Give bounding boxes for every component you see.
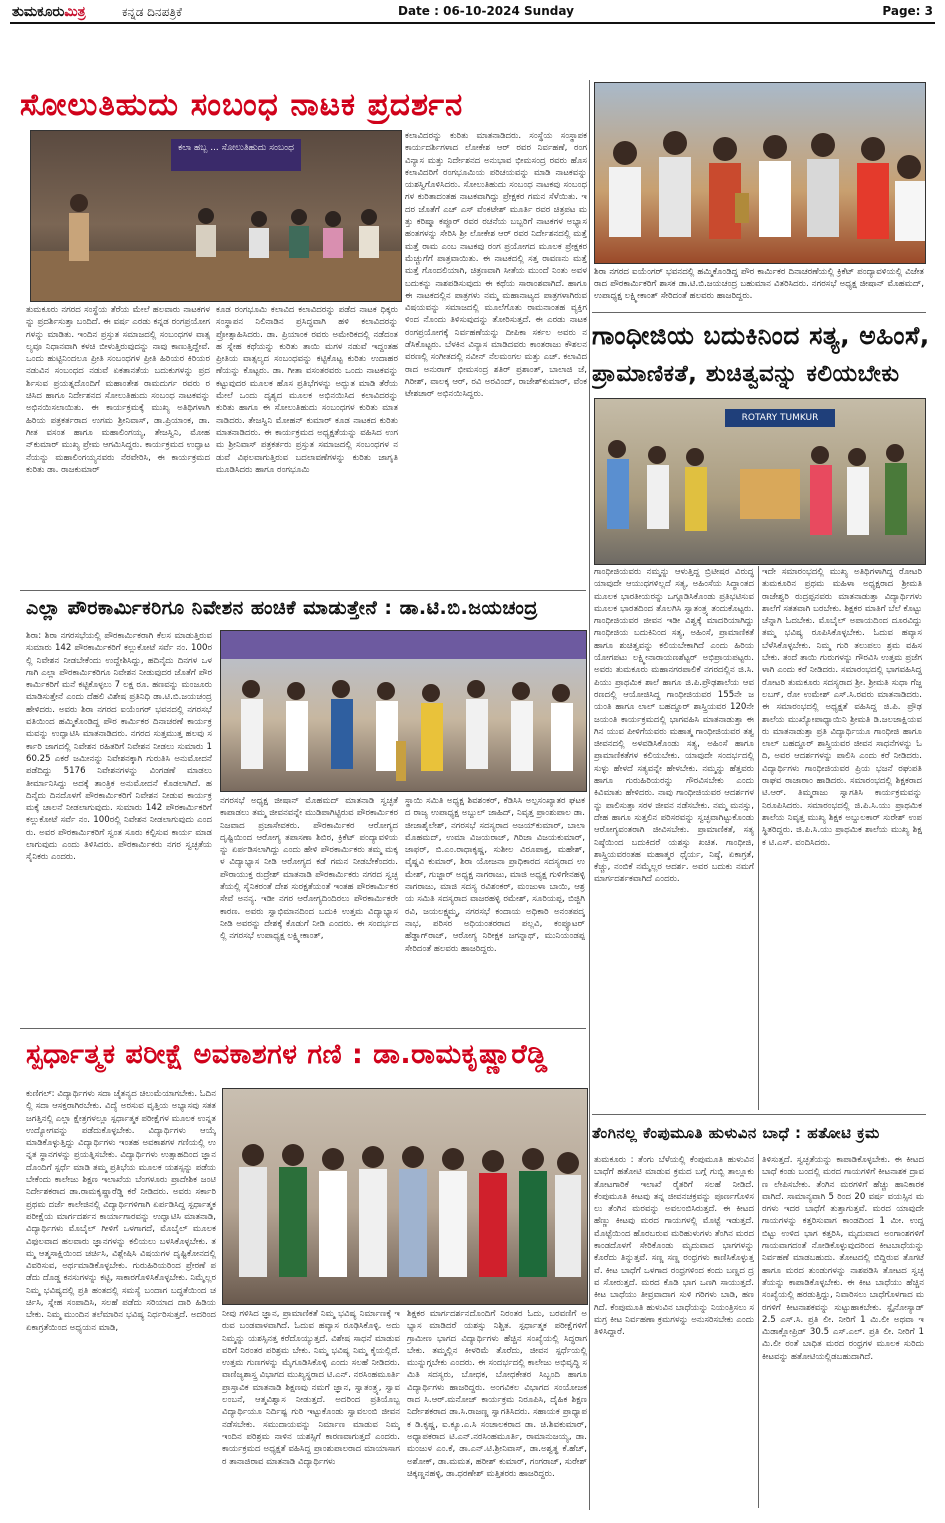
rotary-people-illustration [595, 399, 925, 564]
article-gandhi-col1: ಗಾಂಧೀಜಿಯವರು ನಮ್ಮನ್ನು ಆಳುತ್ತಿದ್ದ ಬ್ರಿಟೀಷರ ವಿರುದ್ಧ ಯಾವುದೇ ಆಯುಧಗಳಿಲ್ಲದೆ ಸತ್ಯ, ಅಹಿಂಸೆಯ ಸಿದ್ಧಾಂತದ ಮೂಲಕ ಭಾರತೀಯರನ್ನು ಒಗ್ಗೂಡಿಸಿಕೊಂಡು ಪ್ರತಿಭಟಿಸುವ ಮೂಲಕ ಭಾರತದಿಂದ ತೊಲಗಿಸಿ ಸ್ವಾತಂತ್ರ್ಯ ತಂದುಕೊಟ್ಟರು. ಗಾಂಧೀಜಿಯವರ ಜೀವನ ಇಡೀ ವಿಶ್ವಕ್ಕೆ ಮಾದರಿಯಾಗಿದ್ದು ಗಾಂಧೀಜಿಯ ಬದುಕಿನಿಂದ ಸತ್ಯ, ಅಹಿಂಸೆ, ಪ್ರಾಮಾಣಿಕತೆ ಹಾಗೂ ಶುಚಿತ್ವವನ್ನು ಕಲಿಯಬೇಕಾಗಿದೆ ಎಂದು ಹಿರಿಯ ಯೋಗಪಟು ಲಕ್ಷ್ಮೀನಾರಾಯಣಶೆಟ್ಟರ್ ಅಭಿಪ್ರಾಯಪಟ್ಟರು. ಅವರು ತುಮಕೂರು ಮಹಾನಗರಪಾಲಿಕೆ ನಗರದಲ್ಲಿನ ಜಿ.ಸಿ.ಪಿಯು ಪ್ರಾಥಮಿಕ ಶಾಲೆ ಹಾಗೂ ಜಿ.ಪಿ.ಪ್ರೌಢಶಾಲೆಯ ಆವರಣದಲ್ಲಿ ಆಯೋಜಿಸಿದ್ದ ಗಾಂಧೀಜಿಯವರ 155ನೇ ಜಯಂತಿ ಹಾಗೂ ಲಾಲ್ ಬಹದ್ದೂರ್ ಶಾಸ್ತ್ರಿಯವರ 120ನೇ ಜಯಂತಿ ಕಾರ್ಯಕ್ರಮದಲ್ಲಿ ಭಾಗವಹಿಸಿ ಮಾತನಾಡುತ್ತಾ ಈಗಿನ ಯುವ ಪೀಳಿಗೆಯವರು ಮಹಾತ್ಮ ಗಾಂಧೀಜಿಯವರ ತತ್ವ ಜೀವನದಲ್ಲಿ ಅಳವಡಿಸಿಕೊಂಡು ಸತ್ಯ, ಅಹಿಂಸೆ ಹಾಗೂ ಪ್ರಾಮಾಣಿಕತೆಗಳ ಕಲಿಯಬೇಕು. ಯಾವುದೇ ಸಂದರ್ಭದಲ್ಲಿ ಸುಳ್ಳು ಹೇಳದೆ ಸತ್ಯವನ್ನೇ ಹೇಳಬೇಕು. ನಮ್ಮನ್ನು ಹೆತ್ತವರು ಹಾಗೂ ಗುರುಹಿರಿಯರನ್ನು ಗೌರವಿಸಬೇಕು ಎಂದು ಕಿವಿಮಾತು ಹೇಳಿದರು. ನಾವು ಗಾಂಧೀಜಿಯವರ ಆದರ್ಶಗಳನ್ನು ಪಾಲಿಸುತ್ತಾ ಸರಳ ಜೀವನ ನಡೆಸಬೇಕು. ನಮ್ಮ ಮನಸ್ಸು, ದೇಹ ಹಾಗೂ ಸುತ್ತಲಿನ ಪರಿಸರವನ್ನು ಸ್ವಚ್ಛವಾಗಿಟ್ಟುಕೊಂಡು ಆರೋಗ್ಯವಂತರಾಗಿ ಜೀವಿಸಬೇಕು. ಪ್ರಾಮಾಣಿಕತೆ, ಸತ್ಯ ನಿಷ್ಠೆಯಿಂದ ಬದುಕಿದರೆ ಯಶಸ್ಸು ಖಚಿತ. ಗಾಂಧೀಜಿ, ಶಾಸ್ತ್ರಿಯವರಂತಹ ಮಹಾತ್ಮರ ಧೈರ್ಯ, ನಿಷ್ಠೆ, ಏಕಾಗ್ರತೆ, ಕೆಚ್ಚು, ನಂಬಿಕೆ ನಮ್ಮೆಲ್ಲರ ಆದರ್ಶ. ಅವರ ಬದುಕು ನಮಗೆ ಮಾರ್ಗದರ್ಶಕವಾಗಿದೆ ಎಂದರು. [594, 567, 754, 885]
column-rule [758, 1154, 759, 1508]
article-exam-col1: ಕುಣಿಗಲ್: ವಿದ್ಯಾರ್ಥಿಗಳು ಸದಾ ಚೈತನ್ಯದ ಚಿಲುಮೆಯಾಗಬೇಕು. ಓದಿನಲ್ಲಿ ಸದಾ ಆಸಕ್ತರಾಗಿರಬೇಕು. ವಿದ್ಯೆ ಅರಸುವ ವೃತ್ತಿಯ ಅಭ್ಯಾಸವು ಸತತ ಜಗತ್ತಿನಲ್ಲಿ ಎಲ್ಲಾ ಕ್ಷೇತ್ರಗಳಲ್ಲೂ ಸ್ಪರ್ಧಾತ್ಮಕ ಪರೀಕ್ಷೆಗಳ ಮೂಲಕ ಉನ್ನತ ಉದ್ಯೋಗವನ್ನು ಪಡೆದುಕೊಳ್ಳಬೇಕು. ವಿದ್ಯಾರ್ಥಿಗಳು ಆಯ್ಕೆ ಮಾಡಿಕೊಳ್ಳುತ್ತಿದ್ದು ವಿದ್ಯಾರ್ಥಿಗಳು ಇಂತಹ ಅವಕಾಶಗಳ ಗಣಿಯಲ್ಲಿ ಉನ್ನತ ಸ್ಥಾನಗಳನ್ನು ಪ್ರಯತ್ನಿಸಬೇಕು. ವಿದ್ಯಾರ್ಥಿಗಳು ಉತ್ಸಾಹದಿಂದ ಜ್ಞಾನದೊಂದಿಗೆ ಸ್ಪರ್ಧೆ ಮಾಡಿ ತಮ್ಮ ಪ್ರತಿಭೆಯ ಮೂಲಕ ಯಶಸ್ಸನ್ನು ಪಡೆಯಬೇಕೆಂದು ಕಾಲೇಜು ಶಿಕ್ಷಣ ಇಲಾಖೆಯ ಬೆಂಗಳೂರು ಪ್ರಾದೇಶಿಕ ಜಂಟಿ ನಿರ್ದೇಶಕರಾದ ಡಾ.ರಾಮಕೃಷ್ಣಾರೆಡ್ಡಿ ಕರೆ ನೀಡಿದರು. ಅವರು ಸರ್ಕಾರಿ ಪ್ರಥಮ ದರ್ಜೆ ಕಾಲೇಜಿನಲ್ಲಿ ವಿದ್ಯಾರ್ಥಿಗಳಿಗಾಗಿ ಏರ್ಪಡಿಸಿದ್ದ ಸ್ಪರ್ಧಾತ್ಮಕ ಪರೀಕ್ಷೆಯ ಮಾರ್ಗದರ್ಶನ ಕಾರ್ಯಾಗಾರವನ್ನು ಉದ್ಘಾಟಿಸಿ ಮಾತನಾಡಿ, ವಿದ್ಯಾರ್ಥಿಗಳು ಮೊಬೈಲ್ ಗೀಳಿಗೆ ಒಳಗಾಗದೆ, ಮೊಬೈಲ್ ಮೂಲಕ ವಿಫುಲವಾದ ಹಲವಾರು ಜ್ಞಾನಗಳನ್ನು ಕಲಿಯಲು ಬಳಸಿಕೊಳ್ಳಬೇಕು. ತಮ್ಮ ಆತ್ಮಸಾಕ್ಷಿಯಿಂದ ಚರ್ಚಿಸಿ, ವಿಶ್ಲೇಷಿಸಿ ವಿಷಯಗಳ ದೃಷ್ಟಿಕೋನದಲ್ಲಿ ವಿವರಿಸುವ, ಅರ್ಥಮಾಡಿಕೊಳ್ಳಬೇಕು. ಗುರುಹಿರಿಯರಿಂದ ಪ್ರೇರಣೆ ಪಡೆದು ದೊಡ್ಡ ಕನಸುಗಳನ್ನು ಕಟ್ಟಿ, ಸಾಕಾರಗೊಳಿಸಿಕೊಳ್ಳಬೇಕು. ನಿಮ್ಮೆಲ್ಲರ ನಿಮ್ಮ ಭವಿಷ್ಯದಲ್ಲಿ ಪ್ರತಿ ಹಂತದಲ್ಲಿ ಸಮಸ್ಯೆ ಬಂದಾಗ ಬದ್ಧತೆಯಿಂದ ಚರ್ಚಿಸಿ, ಸ್ನೇಹ ಸಂಪಾದಿಸಿ, ಸಲಹೆ ಪಡೆದು ಸರಿಯಾದ ದಾರಿ ಹಿಡಿಯಬೇಕು. ನಿಮ್ಮ ಮುಂದಿನ ತಲೆಮಾರಿನ ಭವಿಷ್ಯ ನಿರ್ಧರಿಸುತ್ತದೆ. ಅದರಿಂದ ಏಕಾಗ್ರತೆಯಿಂದ ಅಧ್ಯಯನ ಮಾಡಿ, [26, 1089, 216, 1333]
article-drama-col2: ಕೂಡ ರಂಗಭೂಮಿ ಕಲಾವಿದ ಕಲಾವಿದರನ್ನು ಪಡೆದ ನಾಟಕ ಧಿಕ್ಕರು ಸಂಸ್ಥಾಪನ ನಿಲಿನಾಡಿನ ಪ್ರಸಿದ್ಧವಾಗಿ ಹಳಿ ಕಲಾವಿದರನ್ನು ಪ್ರೋತ್ಸಾಹಿಸಿದರು. ಡಾ. ಪ್ರಿಯಾಂಕ ರವರು ಅಮೇರಿಕದಲ್ಲಿ ನಡೆದಂತಹ ಸ್ನೇಹ ಕಥೆಯನ್ನು ಕುರಿತು ತಾಯಿ ಮಗಳ ನಡುವೆ ಇದ್ದಂತಹ ಪ್ರೀತಿಯ ವಾತ್ಸಲ್ಯದ ಸಂಬಂಧವನ್ನು ಕಟ್ಟಿಕೊಟ್ಟ ಕುರಿತು ಉದಾಹರಣೆಯನ್ನು ಕೊಟ್ಟರು. ಡಾ. ಗೀತಾ ವಸಂತರವರು ಒಂದು ನಾಟಕವನ್ನು ಕಟ್ಟುವುದರ ಮೂಲಕ ಹೊಸ ಪ್ರತಿಭೆಗಳನ್ನು ಅದ್ಭುತ ಮಾಡಿ ತೆರೆಯ ಮೇಲೆ ಒಂದು ದೃಶ್ಯದ ಮೂಲಕ ಅಭಿನಯಿಸಿದ ಕಲಾವಿದರನ್ನು ಕುರಿತು ಹಾಗೂ ಈ ಸೋಲುತಿಹುದು ಸಂಬಂಧಗಳ ಕುರಿತು ಮಾತನಾಡಿದರು. ತೇಜಸ್ವಿನಿ ಮೋಹನ್ ಕುಮಾರ್ ಕೂಡ ನಾಟಕದ ಕುರಿತು ಮಾತನಾಡಿದರು. ಈ ಕಾರ್ಯಕ್ರಮದ ಅಧ್ಯಕ್ಷತೆಯನ್ನು ವಹಿಸಿದ ಉಗಮ ಶ್ರೀನಿವಾಸ್ ಪತ್ರಕರ್ತರು ಪ್ರಸ್ತುತ ಸಮಾಜದಲ್ಲಿ ಸಂಬಂಧಗಳ ನಡುವೆ ವಿಫಲವಾಗುತ್ತಿರುವ ಬದಲಾವಣೆಗಳನ್ನು ಕುರಿತು ಜಾಗೃತಿ ಮೂಡಿಸಿದರು ಹಾಗೂ ರಂಗಭೂಮಿ [216, 305, 398, 475]
rotary-banner: ROTARY TUMKUR [725, 409, 835, 427]
column-rule [758, 566, 759, 1110]
cricket-photo-caption: ಶಿರಾ ನಗರದ ಐಯೆಂಗರ್ ಭವನದಲ್ಲಿ ಹಮ್ಮಿಕೊಂಡಿದ್ದ ಪೌರ ಕಾರ್ಮಿಕರ ದಿನಾಚರಣೆಯಲ್ಲಿ ಕ್ರಿಕೆಟ್ ಪಂದ್ಯಾವಳಿಯಲ್ಲಿ ವಿಜೇತರಾದ ಪೌರಕಾರ್ಮಿಕರಿಗೆ ಶಾಸಕ ಡಾ.ಟಿ.ಬಿ.ಜಯಚಂದ್ರ ಬಹುಮಾನ ವಿತರಿಸಿದರು. ನಗರಸಭೆ ಅಧ್ಯಕ್ಷ ಜೀಷಾನ್ ಮೊಹಮದ್, ಉಪಾಧ್ಯಕ್ಷ ಲಕ್ಷ್ಮೀಕಾಂತ್ ಸೇರಿದಂತೆ ಹಲವರು ಹಾಜರಿದ್ದರು. [594, 267, 924, 301]
edition-date: Date : 06-10-2024 Sunday [398, 4, 574, 18]
article-gandhi-headline-line1: ಗಾಂಧೀಜಿಯ ಬದುಕಿನಿಂದ ಸತ್ಯ, ಅಹಿಂಸೆ, [592, 321, 930, 350]
column-rule [589, 80, 590, 1510]
newspaper-name [12, 4, 86, 20]
masthead-rule [10, 22, 935, 24]
article-pourakarmika-col3: ಸ್ಥಾಯಿ ಸಮಿತಿ ಅಧ್ಯಕ್ಷ ಶಿವಶಂಕರ್, ಕೆಡಿಸಿಸಿ ಅಲ್ಪಸಂಖ್ಯಾತರ ಘಟಕದ ರಾಜ್ಯ ಉಪಾಧ್ಯಕ್ಷ ಅಬ್ದುಲ್ ಜಾಹಿದ್, ನಿವೃತ್ತ ಪ್ರಾಂಶುಪಾಲ ಡಾ.ಜೀಜಾಶೈಲೇಶ್, ನಗರಸಭೆ ಸದಸ್ಯರಾದ ಅಜಯ್‌ಕುಮಾರ್, ಬಾಲಾ ಮೊಹಮದ್, ಉಮಾ ವಿಜಯರಾಜ್, ಗಿರಿಜಾ ವಿಜಯಕುಮಾರ್, ಜಾಫರ್, ಬಿ.ಎಂ.ರಾಧಾಕೃಷ್ಣ, ಸುಶೀಲ ವಿರೂಪಾಕ್ಷ, ಮಹೇಶ್, ವೈಷ್ಣವಿ ಕುಮಾರ್, ಶಿರಾ ಯೋಜನಾ ಪ್ರಾಧಿಕಾರದ ಸದಸ್ಯರಾದ ಉಮೇಶ್, ಗುಜ್ಜಾರ್ ಅಧ್ಯಕ್ಷ ನಾಗರಾಜು, ಮಾಜಿ ಅಧ್ಯಕ್ಷ ಗುಳಿಗೇನಹಳ್ಳಿ ನಾಗರಾಜು, ಮಾಜಿ ಸದಸ್ಯ ರವಿಶಂಕರ್, ಮಂಜುಳಾ ಬಾಯಿ, ಆಶ್ರಯ ಸಮಿತಿ ಸದಸ್ಯರಾದ ವಾಜರಹಳ್ಳಿ ರಮೇಶ್, ಸೂರಿಯಪ್ಪ, ಬಿಜ್ಜಿಗಿ ರವಿ, ಜಯಲಕ್ಷ್ಮಮ್ಮ, ನಗರಸಭೆ ಕಂದಾಯ ಅಧಿಕಾರಿ ಅನಂತಪದ್ಮನಾಭ, ಪರಿಸರ ಅಧಿಯಂತರರಾದ ಪಲ್ಲವಿ, ಕಂಪ್ಯೂಟರ್ ಹೆಡ್ಡಾಗ್‌ರಾಜ್, ಆರೋಗ್ಯ ನಿರೀಕ್ಷಕ ಜಗನ್ನಾಥ್, ಮುನಿಯಂಡಪ್ಪ ಸೇರಿದಂತೆ ಹಲವರು ಹಾಜರಿದ್ದರು. [405, 796, 585, 954]
page-number: Page: 3 [882, 4, 933, 18]
article-gandhi-col2: ಇದೇ ಸಮಾರಂಭದಲ್ಲಿ ಮುಖ್ಯ ಅತಿಥಿಗಳಾಗಿದ್ದ ರೋಟರಿ ತುಮಕೂರಿನ ಪ್ರಥಮ ಮಹಿಳಾ ಅಧ್ಯಕ್ಷರಾದ ಶ್ರೀಮತಿ ರಾಜೇಶ್ವರಿ ರುದ್ರಪ್ಪನವರು ಮಾತನಾಡುತ್ತಾ ವಿದ್ಯಾರ್ಥಿಗಳು ಶಾಲೆಗೆ ಸತತವಾಗಿ ಬರಬೇಕು. ಶಿಕ್ಷಕರ ಮಾತಿಗೆ ಬೆಲೆ ಕೊಟ್ಟು ಚೆನ್ನಾಗಿ ಓದಬೇಕು. ಮೊಬೈಲ್ ಅಪಾಯದಿಂದ ದೂರವಿದ್ದು ತಮ್ಮ ಭವಿಷ್ಯ ರೂಪಿಸಿಕೊಳ್ಳಬೇಕು. ಓದುವ ಹವ್ಯಾಸ ಬೆಳೆಸಿಕೊಳ್ಳಬೇಕು. ನಿಮ್ಮ ಗುರಿ ತಲುಪಲು ಶ್ರಮ ವಹಿಸಬೇಕು. ತಂದೆ ತಾಯಿ ಗುರುಗಳನ್ನು ಗೌರವಿಸಿ ಉತ್ತಮ ಪ್ರಜೆಗಳಾಗಿ ಎಂದು ಕರೆ ನೀಡಿದರು. ಸಮಾರಂಭದಲ್ಲಿ ಭಾಗವಹಿಸಿದ್ದ ರೋಟರಿ ತುಮಕೂರು ಸದಸ್ಯರಾದ ಶ್ರೀ. ಶ್ರೀಮತಿ ಸುಧಾ ಗೆಜ್ಜಲಬಗ್, ರೋ ಉಮೇಶ್ ಎಸ್.ಸಿ.ರವರು ಮಾತನಾಡಿದರು. ಈ ಸಮಾರಂಭದಲ್ಲಿ ಅಧ್ಯಕ್ಷತೆ ವಹಿಸಿದ್ದ ಜಿ.ಪಿ. ಪ್ರೌಢಶಾಲೆಯ ಮುಖ್ಯೋಪಾಧ್ಯಾಯಿನಿ ಶ್ರೀಮತಿ ಡಿ.ಜಲಜಾಕ್ಷಿಯವರು ಮಾತನಾಡುತ್ತಾ ಪ್ರತಿ ವಿದ್ಯಾರ್ಥಿಯೂ ಗಾಂಧೀಜಿ ಹಾಗೂ ಲಾಲ್ ಬಹದ್ದೂರ್ ಶಾಸ್ತ್ರಿಯವರ ಜೀವನ ಸಾಧನೆಗಳನ್ನು ಓದಿ, ಅವರ ಆದರ್ಶಗಳನ್ನು ಪಾಲಿಸಿ ಎಂದು ಕರೆ ನೀಡಿದರು. ವಿದ್ಯಾರ್ಥಿಗಳು ಗಾಂಧೀಜಿಯವರ ಪ್ರಿಯ ಭಜನೆ ರಘುಪತಿ ರಾಘವ ರಾಜಾರಾಂ ಹಾಡಿದರು. ಸಮಾರಂಭದಲ್ಲಿ ಶಿಕ್ಷಕರಾದ ಟಿ.ಆರ್. ತಿಮ್ಮರಾಜು ಸ್ವಾಗತಿಸಿ ಕಾರ್ಯಕ್ರಮವನ್ನು ನಿರೂಪಿಸಿದರು. ಸಮಾರಂಭದಲ್ಲಿ ಜಿ.ಪಿ.ಸಿ.ಯು ಪ್ರಾಥಮಿಕ ಶಾಲೆಯ ನಿವೃತ್ತ ಮುಖ್ಯ ಶಿಕ್ಷಕ ಅಬ್ದುಲಕಾರ್ ಸುರೇಶ್ ಉಪಸ್ಥಿತರಿದ್ದರು. ಜಿ.ಪಿ.ಸಿ.ಯು ಪ್ರಾಥಮಿಕ ಶಾಲೆಯ ಮುಖ್ಯ ಶಿಕ್ಷಕ ಟಿ.ಎಸ್. ವಂದಿಸಿದರು. [762, 567, 922, 848]
article-gandhi-headline-line2: ಪ್ರಾಮಾಣಿಕತೆ, ಶುಚಿತ್ವವನ್ನು ಕಲಿಯಬೇಕು [592, 361, 900, 387]
article-coconut-col2: ತಿಳಿಸುತ್ತದೆ. ಸ್ವಚ್ಛತೆಯನ್ನು ಕಾಪಾಡಿಕೊಳ್ಳಬೇಕು. ಈ ಕೀಟದ ಬಾಧೆ ಕಂಡು ಬಂದಲ್ಲಿ ಮರದ ಗಾಯಗಳಿಗೆ ಕೀಟನಾಶಕ ದ್ರಾವಣ ಲೇಪಿಸಬೇಕು. ತೆಂಗಿನ ಮರಗಳಿಗೆ ಹೆಚ್ಚು ಹಾನಿಕಾರಕವಾಗಿದೆ. ಸಾಮಾನ್ಯವಾಗಿ 5 ರಿಂದ 20 ವರ್ಷ ವಯಸ್ಸಿನ ಮರಗಳು ಇದರ ಬಾಧೆಗೆ ತುತ್ತಾಗುತ್ತವೆ. ಮರದ ಯಾವುದೇ ಗಾಯಗಳನ್ನು ಕತ್ತರಿಸುವಾಗ ಕಾಂಡದಿಂದ 1 ಮೀ. ಉದ್ದ ಬಿಟ್ಟು ಉಳಿದ ಭಾಗ ಕತ್ತರಿಸಿ, ಮೃದುವಾದ ಅಂಗಾಂಶಗಳಿಗೆ ಗಾಯವಾಗದಂತೆ ನೋಡಿಕೊಳ್ಳುವುದರಿಂದ ಕೀಟಬಾಧೆಯನ್ನು ನಿರ್ವಹಣೆ ಮಾಡಬಹುದು. ತೋಟದಲ್ಲಿ ಬಿದ್ದಿರುವ ತೊಗಟೆ ಹಾಗೂ ಮರದ ತುಂಡುಗಳನ್ನು ನಾಶಪಡಿಸಿ ತೋಟದ ಸ್ವಚ್ಛತೆಯನ್ನು ಕಾಪಾಡಿಕೊಳ್ಳಬೇಕು. ಈ ಕೀಟ ಬಾಧೆಯು ಹೆಚ್ಚಿನ ಸಂಖ್ಯೆಯಲ್ಲಿ ಹರಡುತ್ತಿದ್ದು, ನಿವಾರಿಸಲು ಬಾಧೆಗೊಳಗಾದ ಮರಗಳಿಗೆ ಕೀಟನಾಶಕವನ್ನು ಸುಟ್ಟುಹಾಕಬೇಕು. ಸ್ಪೈನೋಸ್ಯಾಡ್ 2.5 ಎಸ್.ಸಿ. ಪ್ರತಿ ಲೀ. ನೀರಿಗೆ 1 ಮಿ.ಲೀ ಅಥವಾ ಇಮಿಡಾಕ್ಲೋಪ್ರಿಡ್ 30.5 ಎಸ್.ಎಲ್. ಪ್ರತಿ ಲೀ. ನೀರಿಗೆ 1 ಮಿ.ಲೀ ರಂತೆ ಬಾಧಿತ ಮರದ ರಂಧ್ರಗಳ ಮೂಲಕ ಸುರಿದು ಕೀಟವನ್ನು ಹತೋಟಿಯಲ್ಲಿಡಬಹುದಾಗಿದೆ. [762, 1155, 924, 1362]
exam-group-illustration [223, 1089, 587, 1304]
article-drama-headline: ಸೋಲುತಿಹುದು ಸಂಬಂಧ ನಾಟಕ ಪ್ರದರ್ಶನ [20, 87, 464, 123]
article-drama-col1: ತುಮಕೂರು ನಗರದ ಸಂಸ್ಥೆಯ ತೆರೆಯ ಮೇಲೆ ಹಲವಾರು ನಾಟಕಗಳನ್ನು ಪ್ರದರ್ಶಿಸುತ್ತಾ ಬಂದಿದೆ. ಈ ವರ್ಷ ಎರಡು ಕನ್ನಡ ರಂಗಪ್ರಯೋಗಗಳನ್ನು ಮಾಡಿತು. ಇಂದಿನ ಪ್ರಸ್ತುತ ಸಮಾಜದಲ್ಲಿ ಸಂಬಂಧಗಳ ವಾತ್ಸಲ್ಯವೂ ನಿಧಾನವಾಗಿ ಕಳಚಿ ಬೀಳುತ್ತಿರುವುದನ್ನು ನಾವು ಕಾಣುತ್ತಿದ್ದೇವೆ. ಒಂದು ಹುಟ್ಟಿನಿಂದಲೂ ಪ್ರೀತಿ ಸಂಬಂಧಗಳ ಪ್ರೀತಿ ಹಿರಿಯರ ಕಿರಿಯರ ನಡುವಿನ ಸಂಬಂಧದ ನಡುವೆ ಏಕತಾನತೆಯ ಬದುಕುಗಳನ್ನು ಪ್ರದರ್ಶಿಸುವ ಪ್ರಯತ್ನದೊಂದಿಗೆ ಮಹಾಂತೇಶ ರಾಮದುರ್ಗ ರವರು ರಚಿಸಿದ ಹಾಗೂ ನಿರ್ದೇಶನದ ಸೋಲುತಿಹುದು ಸಂಬಂಧ ನಾಟಕವನ್ನು ಅಭಿನಯಿಸಲಾಯಿತು. ಈ ಕಾರ್ಯಕ್ರಮಕ್ಕೆ ಮುಖ್ಯ ಅತಿಥಿಗಳಾಗಿ ಹಿರಿಯ ಪತ್ರಕರ್ತರಾದ ಉಗಮ ಶ್ರೀನಿವಾಸ್, ಡಾ.ಪ್ರಿಯಾಂಕ, ಡಾ. ಗೀತ ವಸಂತ ಹಾಗೂ ಮಹಾಲಿಂಗಯ್ಯ, ತೇಜಸ್ವಿನಿ, ಮೋಹನ್‌ಕುಮಾರ್ ಮುಖ್ಯ ಪ್ರೇಮ ಆಗಮಿಸಿದ್ದರು. ಕಾರ್ಯಕ್ರಮದ ಉದ್ಘಾಟನೆಯನ್ನು ಮಹಾಲಿಂಗಯ್ಯನವರು ನೆರವೇರಿಸಿ, ಈ ಕಾರ್ಯಕ್ರಮದ ಕುರಿತು ಡಾ. ರಾಜಕುಮಾರ್ [26, 305, 210, 475]
drama-stage-photo [30, 130, 402, 302]
section-rule [592, 1114, 926, 1115]
article-coconut-headline: ತೆಂಗಿನಲ್ಲ ಕೆಂಪುಮೂತಿ ಹುಳುವಿನ ಬಾಧೆ : ಹತೋಟಿ ಕ್ರಮ [592, 1124, 880, 1142]
cricket-award-photo [594, 82, 926, 264]
article-drama-col3: ಕಲಾವಿದರನ್ನು ಕುರಿತು ಮಾತನಾಡಿದರು. ಸಂಸ್ಥೆಯ ಸಂಸ್ಥಾಪಕ ಕಾರ್ಯದರ್ಶಿಗಳಾದ ಲೋಕೇಶ ಆರ್ ರವರ ನಿರ್ವಹಣೆ, ರಂಗ ವಿನ್ಯಾಸ ಮತ್ತು ನಿರ್ದೇಶನದ ಅನುಭಾವ ಭೀಮಸಂದ್ರ ರವರು ಹೊಸ ಕಲಾವಿದರಿಗೆ ರಂಗಭೂಮಿಯ ಪರಿಚಯವನ್ನು ಮಾಡಿ ನಾಟಕವನ್ನು ಯಶಸ್ವಿಗೊಳಿಸಿದರು. ಸೋಲುತಿಹುದು ಸಂಬಂಧ ನಾಟಕವು ಸಂಬಂಧಗಳ ಕುರಿತಾದಂತಹ ನಾಟಕವಾಗಿದ್ದು ಪ್ರೇಕ್ಷಕರ ಗಮನ ಸೆಳೆಯಿತು. ಇದರ ಜೊತೆಗೆ ಎಚ್ ಎಸ್ ವೆಂಕಟೇಶ್ ಮೂರ್ತಿ ರವರ ಚಿತ್ರಪಟ ಮತ್ತು ಕರಿಷ್ಮಾ ಕಪ್ಪೂರ್ ರವರ ರಚನೆಯ ಬಬ್ಬರಿಗೆ ನಾಟಕಗಳ ಅಭ್ಯಾಸ ಹಂತಗಳನ್ನು ಸೇರಿಸಿ ಶ್ರೀ ಲೋಕೇಶ ಆರ್ ರವರ ನಿರ್ದೇಶನದಲ್ಲಿ ಮತ್ತೆ ಮತ್ತೆ ರಾಮ ಎಂಬ ನಾಟಕವು ರಂಗ ಪ್ರಯೋಗದ ಮೂಲಕ ಪ್ರೇಕ್ಷಕರ ಮೆಚ್ಚುಗೆಗೆ ಪಾತ್ರವಾಯಿತು. ಈ ನಾಟಕದಲ್ಲಿ ಸತ್ತ ರಾವಣನು ಮತ್ತೆ ಮತ್ತೆ ಗೊಂದಲಿಯಾಗಿ, ಚಿತ್ರಣವಾಗಿ ಸೀತೆಯ ಮುಂದೆ ನಿಂತು ಅವಳ ಬದುಕನ್ನು ನಾಶಪಡಿಸುವುದು ಈ ಕಥೆಯ ಸಾರಾಂಶವಾಗಿದೆ. ಹಾಗೂ ಈ ನಾಟಕದಲ್ಲಿನ ಪಾತ್ರಗಳು ನಮ್ಮ ಮಹಾನಾಟ್ಯದ ಪಾತ್ರಗಳಾಗಿರುವ ವಿಷಯವನ್ನು ಸಮಾಜದಲ್ಲಿ ಮೂಲೆಗೊತು ರಾಮನಾಂತಹ ವ್ಯಕ್ತಿಗಳಿಂದ ನೊಂದು ತಿಳಿಸುವುದನ್ನು ತೋರಿಸುತ್ತದೆ. ಈ ಎರಡು ನಾಟಕ ರಂಗಪ್ರಯೋಗಕ್ಕೆ ನಿರ್ವಹಣೆಯನ್ನು ದೀಪಿಕಾ ಸರ್ಕಲ ಅವರು ನಡೆಸಿಕೊಟ್ಟರು. ಬೆಳಕಿನ ವಿನ್ಯಾಸ ಮಾಡಿದವರು ಕಾಂತರಾಜು ಕೌಶಲನವರಣಲ್ಲಿ ಸಂಗೀತದಲ್ಲಿ ನವೀನ್ ನೆಲಮಂಗಲ ಮತ್ತು ಎಚ್. ಕಲಾವಿದರಾದ ಅನುರಾಗ್ ಭೀಮಸಂದ್ರ ಶತಿರ್ ಪ್ರಶಾಂತ್, ಬಾಲಾಜಿ ಜೆ, ಗಿರೀಶ್, ವಾಲಕ್ಕ ಆರ್, ರವಿ ಅರವಿಂದ್, ರಾಜೇಶ್‌ಕುಮಾರ್, ವೆಂಕಟೇಶಚಾರ್ ಅಭಿನಯಿಸಿದ್ದರು. [405, 131, 587, 400]
section-rule [20, 590, 586, 591]
lamp-lighting-photo [220, 630, 587, 792]
exam-event-photo [222, 1088, 588, 1305]
newspaper-name-part1: ತುಮಕೂರು [12, 4, 65, 20]
section-rule [20, 1028, 586, 1029]
article-pourakarmika-col1: ಶಿರಾ: ಶಿರಾ ನಗರಸಭೆಯಲ್ಲಿ ಪೌರಕಾರ್ಮಿಕರಾಗಿ ಕೆಲಸ ಮಾಡುತ್ತಿರುವ ಸುಮಾರು 142 ಪೌರಕಾರ್ಮಿಕರಿಗೆ ಕಲ್ಲುಕೋಟೆ ಸರ್ವೆ ನಂ. 100ರಲ್ಲಿ ನಿವೇಶನ ನೀಡಬೇಕೆಂದು ಉದ್ದೇಶಿಸಿದ್ದು, ಹದಿನೈದು ದಿನಗಳ ಒಳಗಾಗಿ ಎಲ್ಲಾ ಪೌರಕಾರ್ಮಿಕರಿಗೂ ನಿವೇಶನ ನೀಡುವುದರ ಜೊತೆಗೆ ಪೌರಕಾರ್ಮಿಕರಿಗೆ ಮನೆ ಕಟ್ಟಿಕೊಳ್ಳಲು 7 ಲಕ್ಷ ರೂ. ಹಣವನ್ನು ಮಂಜೂರು ಮಾಡಿಸುತ್ತೇನೆ ಎಂದು ದೆಹಲಿ ವಿಶೇಷ ಪ್ರತಿನಿಧಿ ಡಾ.ಟಿ.ಬಿ.ಜಯಚಂದ್ರ ಹೇಳಿದರು. ಅವರು ಶಿರಾ ನಗರದ ಐಯೆಂಗರ್ ಭವನದಲ್ಲಿ ನಗರಸಭೆ ವತಿಯಿಂದ ಹಮ್ಮಿಕೊಂಡಿದ್ದ ಪೌರ ಕಾರ್ಮಿಕರ ದಿನಾಚರಣೆ ಕಾರ್ಯಕ್ರಮವನ್ನು ಉದ್ಘಾಟಿಸಿ ಮಾತನಾಡಿದರು. ನಗರದ ಸುತ್ತಮುತ್ತ ಹಲವು ಸರ್ಕಾರಿ ಜಾಗದಲ್ಲಿ ನಿವೇಶನ ರಹಿತರಿಗೆ ನಿವೇಶನ ನೀಡಲು ಸುಮಾರು 160.25 ಎಕರೆ ಜಮೀನನ್ನು ನಿವೇಶನಕ್ಕಾಗಿ ಗುರುತಿಸಿ ಅನುಮೋದನೆ ಪಡೆದಿದ್ದು 5176 ನಿವೇಶನಗಳನ್ನು ವಿಂಗಡಣೆ ಮಾಡಲು ತೀರ್ಮಾನಿಸಿದ್ದು ಅದಕ್ಕೆ ತಾಂತ್ರಿಕ ಅನುಮೋದನೆ ಕೊಡಲಾಗಿದೆ. ಹದಿನೈದು ದಿನದೊಳಗೆ ಪೌರಕಾರ್ಮಿಕರಿಗೆ ನಿವೇಶನ ನೀಡುವ ಕಾರ್ಯಕ್ರಮಕ್ಕೆ ಚಾಲನೆ ನೀಡಲಾಗುವುದು. ಸುಮಾರು 142 ಪೌರಕಾರ್ಮಿಕರಿಗೆ ಕಲ್ಲುಕೋಟೆ ಸರ್ವೆ ನಂ. 100ರಲ್ಲಿ ನಿವೇಶನ ನೀಡಲಾಗುವುದು ಎಂದರು. ಅವರ ಪೌರಕಾರ್ಮಿಕರಿಗೆ ಸ್ವಂತ ಸೂರು ಕಲ್ಪಿಸುವ ಕಾರ್ಯ ಮಾಡಲಾಗುವುದು ಎಂದು ತಿಳಿಸಿದರು. ಪೌರಕಾರ್ಮಿಕರು ನಗರ ಸ್ವಚ್ಛತೆಯ ಸೈನಿಕರು ಎಂದರು. [26, 631, 212, 863]
article-exam-headline: ಸ್ಪರ್ಧಾತ್ಮಕ ಪರೀಕ್ಷೆ ಅವಕಾಶಗಳ ಗಣಿ : ಡಾ.ರಾಮಕೃಷ್ಣಾರೆಡ್ಡಿ [26, 1039, 548, 1070]
newspaper-subtitle: ಕನ್ನಡ ದಿನಪತ್ರಿಕೆ [122, 5, 183, 19]
stage-people-illustration [31, 131, 401, 301]
newspaper-name-part2: ಮಿತ್ರ [64, 4, 86, 20]
article-exam-col3: ಶಿಕ್ಷಕರ ಮಾರ್ಗದರ್ಶನದೊಂದಿಗೆ ನಿರಂತರ ಓದು, ಬರವಣಿಗೆ ಅಭ್ಯಾಸ ಮಾಡಿದರೆ ಯಶಸ್ಸು ನಿಶ್ಚಿತ. ಸ್ಪರ್ಧಾತ್ಮಕ ಪರೀಕ್ಷೆಗಳಿಗೆ ಗ್ರಾಮೀಣ ಭಾಗದ ವಿದ್ಯಾರ್ಥಿಗಳು ಹೆಚ್ಚಿನ ಸಂಖ್ಯೆಯಲ್ಲಿ ಸಿದ್ಧರಾಗಬೇಕು. ತಮ್ಮಲ್ಲಿನ ಕೀಳರಿಮೆ ತೊರೆದು, ಜೀವನ ಸ್ಪರ್ಧೆಯಲ್ಲಿ ಮುನ್ನುಗ್ಗಬೇಕು ಎಂದರು. ಈ ಸಂದರ್ಭದಲ್ಲಿ ಕಾಲೇಜು ಅಭಿವೃದ್ಧಿ ಸಮಿತಿ ಸದಸ್ಯರು, ಬೋಧಕ, ಬೋಧಕೇತರ ಸಿಬ್ಬಂದಿ ಹಾಗೂ ವಿದ್ಯಾರ್ಥಿಗಳು ಹಾಜರಿದ್ದರು. ಅಂಗವಿಕಲ ವಿಭಾಗದ ಸಂಯೋಜಕರಾದ ಸಿ.ಆರ್.ಮನೋಜ್ ಕಾರ್ಯಕ್ರಮ ನಿರೂಪಿಸಿ, ದೈಹಿಕ ಶಿಕ್ಷಣ ನಿರ್ದೇಶಕರಾದ ಡಾ.ಸಿ.ರಾಜಣ್ಣ ಸ್ವಾಗತಿಸಿದರು. ಸಹಾಯಕ ಪ್ರಾಧ್ಯಾಪಕ ಡಿ.ಕೃಷ್ಣ, ಐ.ಕ್ಯೂ.ಎ.ಸಿ ಸಂಚಾಲಕರಾದ ಡಾ. ಚಿ.ಶಿವಕುಮಾರ್, ಅಧ್ಯಾಪಕರಾದ ಟಿ.ಎನ್.ನರಸಿಂಹಮೂರ್ತಿ, ರಾಮಾನುಜಯ್ಯ, ಡಾ.ಮಂಜುಳ ಎಂ.ಕೆ, ಡಾ.ಎನ್.ಟಿ.ಶ್ರೀನಿವಾಸ್, ಡಾ.ಅಶ್ವತ್ಥ ಕೆ.ಹೆಚ್, ಅಶೋಕ್, ಡಾ.ಮಮತ, ಹರೀಶ್ ಕುಮಾರ್, ಗಂಗರಾಜ್, ಸುರೇಶ್ ಚಿಕ್ಕಣ್ಣನಹಳ್ಳಿ, ಡಾ.ಧರಣೇಶ್ ಮತ್ತಿತರರು ಹಾಜರಿದ್ದರು. [407, 1309, 587, 1479]
article-exam-col2: ನೀವು ಗಳಿಸಿದ ಜ್ಞಾನ, ಪ್ರಾಮಾಣಿಕತೆ ನಿಮ್ಮ ಭವಿಷ್ಯ ನಿರ್ಮಾಣಕ್ಕೆ ಇರುವ ಬಂಡವಾಳವಾಗಿದೆ. ಓದುವ ಹವ್ಯಾಸ ರೂಢಿಸಿಕೊಳ್ಳಿ. ಅದು ನಿಮ್ಮನ್ನು ಯಶಸ್ಸಿನತ್ತ ಕರೆದೊಯ್ಯುತ್ತದೆ. ವಿಶೇಷ ಸಾಧನೆ ಮಾಡುವವರಿಗೆ ನಿರಂತರ ಪರಿಶ್ರಮ ಬೇಕು. ನಿಮ್ಮ ಭವಿಷ್ಯ ನಿಮ್ಮ ಕೈಯಲ್ಲಿದೆ. ಉತ್ತಮ ಗುಣಗಳನ್ನು ಮೈಗೂಡಿಸಿಕೊಳ್ಳಿ ಎಂದು ಸಲಹೆ ನೀಡಿದರು. ವಾಣಿಜ್ಯಶಾಸ್ತ್ರ ವಿಭಾಗದ ಮುಖ್ಯಸ್ಥರಾದ ಟಿ.ಎನ್. ನರಸಿಂಹಮೂರ್ತಿ ಪ್ರಾಸ್ತಾವಿಕ ಮಾತನಾಡಿ ಶಿಕ್ಷಣವು ನಮಗೆ ಜ್ಞಾನ, ಸ್ವಾತಂತ್ರ್ಯ, ಸ್ವಾವಲಂಬನೆ, ಆತ್ಮವಿಶ್ವಾಸ ನೀಡುತ್ತದೆ. ಅದರಿಂದ ಪ್ರತಿಯೊಬ್ಬ ವಿದ್ಯಾರ್ಥಿಯೂ ನಿರ್ದಿಷ್ಟ ಗುರಿ ಇಟ್ಟುಕೊಂಡು ಸ್ವಾವಲಂಬಿ ಜೀವನ ನಡೆಸಬೇಕು. ಸಮುದಾಯವನ್ನು ನಿರ್ಮಾಣ ಮಾಡುವ ನಿಮ್ಮ ಇಂದಿನ ಪರಿಶ್ರಮ ನಾಳಿನ ಯಶಸ್ಸಿಗೆ ಕಾರಣವಾಗುತ್ತದೆ ಎಂದರು. ಕಾರ್ಯಕ್ರಮದ ಅಧ್ಯಕ್ಷತೆ ವಹಿಸಿದ್ದ ಪ್ರಾಂಶುಪಾಲರಾದ ಮಾಯಾಸಾಗರ ತಾನಾಜಿರಾವ ಮಾತನಾಡಿ ವಿದ್ಯಾರ್ಥಿಗಳು [222, 1309, 400, 1467]
article-pourakarmika-col2: ನಗರಸಭೆ ಅಧ್ಯಕ್ಷ ಜೀಷಾನ್ ಮೊಹಮದ್ ಮಾತನಾಡಿ ಸ್ವಚ್ಛತೆ ಕಾಪಾಡಲು ತಮ್ಮ ಜೀವನವನ್ನೇ ಮುಡಿಪಾಗಿಟ್ಟಿರುವ ಪೌರಕಾರ್ಮಿಕರ ನಿಜವಾದ ಪ್ರಜಾಸೇವಕರು. ಪೌರಕಾರ್ಮಿಕರ ಆರೋಗ್ಯದ ದೃಷ್ಟಿಯಿಂದ ಆರೋಗ್ಯ ತಪಾಸಣಾ ಶಿಬಿರ, ಕ್ರಿಕೆಟ್ ಪಂದ್ಯಾವಳಿಯನ್ನು ಏರ್ಪಡಿಸಲಾಗಿದ್ದು ಎಂದು ಹೇಳಿ ಪೌರಕಾರ್ಮಿಕರು ತಮ್ಮ ಮಕ್ಕಳ ವಿದ್ಯಾಭ್ಯಾಸ ನೀಡಿ ಆರೋಗ್ಯದ ಕಡೆ ಗಮನ ನೀಡಬೇಕೆಂದರು. ಪೌರಾಯುಕ್ತ ರುದ್ರೇಶ್ ಮಾತನಾಡಿ ಪೌರಕಾರ್ಮಿಕರು ನಗರದ ಸ್ವಚ್ಛತೆಯಲ್ಲಿ ಸೈನಿಕರಂತೆ ದೇಶ ಸುರಕ್ಷತೆಯಂತೆ ಇಂತಹ ಪೌರಕಾರ್ಮಿಕರ ಸೇವೆ ಅನನ್ಯ. ಇಡೀ ನಗರ ಆರೋಗ್ಯದಿಂದಿರಲು ಪೌರಕಾರ್ಮಿಕರೇ ಕಾರಣ. ಅವರು ಸ್ವಾಭಿಮಾನದಿಂದ ಬದುಕಿ ಉತ್ತಮ ವಿದ್ಯಾಭ್ಯಾಸ ನೀಡಿ ಅವರನ್ನು ದೇಶಕ್ಕೆ ಕೊಡುಗೆ ನೀಡಿ ಎಂದರು. ಈ ಸಂದರ್ಭದಲ್ಲಿ ನಗರಸಭೆ ಉಪಾಧ್ಯಕ್ಷ ಲಕ್ಷ್ಮೀಕಾಂತ್, [220, 796, 398, 942]
stage-banner: ಕಲಾ ಹಬ್ಬ ... ಸೋಲುತಿಹುದು ಸಂಬಂಧ [171, 139, 301, 171]
rotary-event-photo [594, 398, 926, 565]
cricket-crowd-illustration [595, 83, 925, 263]
article-coconut-col1: ತುಮಕೂರು : ತೆಂಗು ಬೆಳೆಯಲ್ಲಿ ಕೆಂಪುಮೂತಿ ಹುಳುವಿನ ಬಾಧೆಗೆ ಹತೋಟಿ ಮಾಡುವ ಕ್ರಮದ ಬಗ್ಗೆ ಗುಬ್ಬಿ ತಾಲ್ಲೂಕು ತೋಟಗಾರಿಕೆ ಇಲಾಖೆ ರೈತರಿಗೆ ಸಲಹೆ ನೀಡಿದೆ. ಕೆಂಪುಮೂತಿ ಕೀಟವು ತನ್ನ ಜೀವನಚಕ್ರವನ್ನು ಪೂರ್ಣಗೊಳಿಸಲು ತೆಂಗಿನ ಮರವನ್ನು ಅವಲಂಬಿಸಿರುತ್ತದೆ. ಈ ಕೀಟದ ಹೆಣ್ಣು ಕೀಟವು ಮರದ ಗಾಯಗಳಲ್ಲಿ ಮೊಟ್ಟೆ ಇಡುತ್ತದೆ. ಮೊಟ್ಟೆಯಿಂದ ಹೊರಬರುವ ಮರಿಹುಳುಗಳು ತೆಂಗಿನ ಮರದ ಕಾಂಡದೊಳಗೆ ಸೇರಿಕೊಂಡು ಮೃದುವಾದ ಭಾಗಗಳನ್ನು ಕೊರೆದು ತಿನ್ನುತ್ತವೆ. ಸಣ್ಣ ಸಣ್ಣ ರಂಧ್ರಗಳು ಕಾಣಿಸಿಕೊಳ್ಳುತ್ತವೆ. ಕೀಟ ಬಾಧೆಗೆ ಒಳಗಾದ ರಂಧ್ರಗಳಿಂದ ಕಂದು ಬಣ್ಣದ ದ್ರವ ಸೋರುತ್ತದೆ. ಮರದ ಕೊಡಿ ಭಾಗ ಒಣಗಿ ಸಾಯುತ್ತದೆ. ಕೀಟ ಬಾಧೆಯು ತೀವ್ರವಾದಾಗ ಸುಳಿ ಗರಿಗಳು ಬಾಡಿ, ಹಣಗಿದೆ. ಕೆಂಪುಮೂತಿ ಹುಳುವಿನ ಬಾಧೆಯನ್ನು ನಿಯಂತ್ರಿಸಲು ಸಮಗ್ರ ಕೀಟ ನಿರ್ವಹಣಾ ಕ್ರಮಗಳನ್ನು ಅನುಸರಿಸಬೇಕು ಎಂದು ತಿಳಿಸಿದ್ದಾರೆ. [594, 1155, 754, 1338]
lamp-lighting-illustration [221, 631, 586, 791]
article-pourakarmika-headline: ಎಲ್ಲಾ ಪೌರಕಾರ್ಮಿಕರಿಗೂ ನಿವೇಶನ ಹಂಚಿಕೆ ಮಾಡುತ್ತೇನೆ : ಡಾ.ಟಿ.ಬಿ.ಜಯಚಂದ್ರ [26, 597, 538, 619]
masthead [0, 0, 945, 26]
section-rule [592, 312, 926, 313]
